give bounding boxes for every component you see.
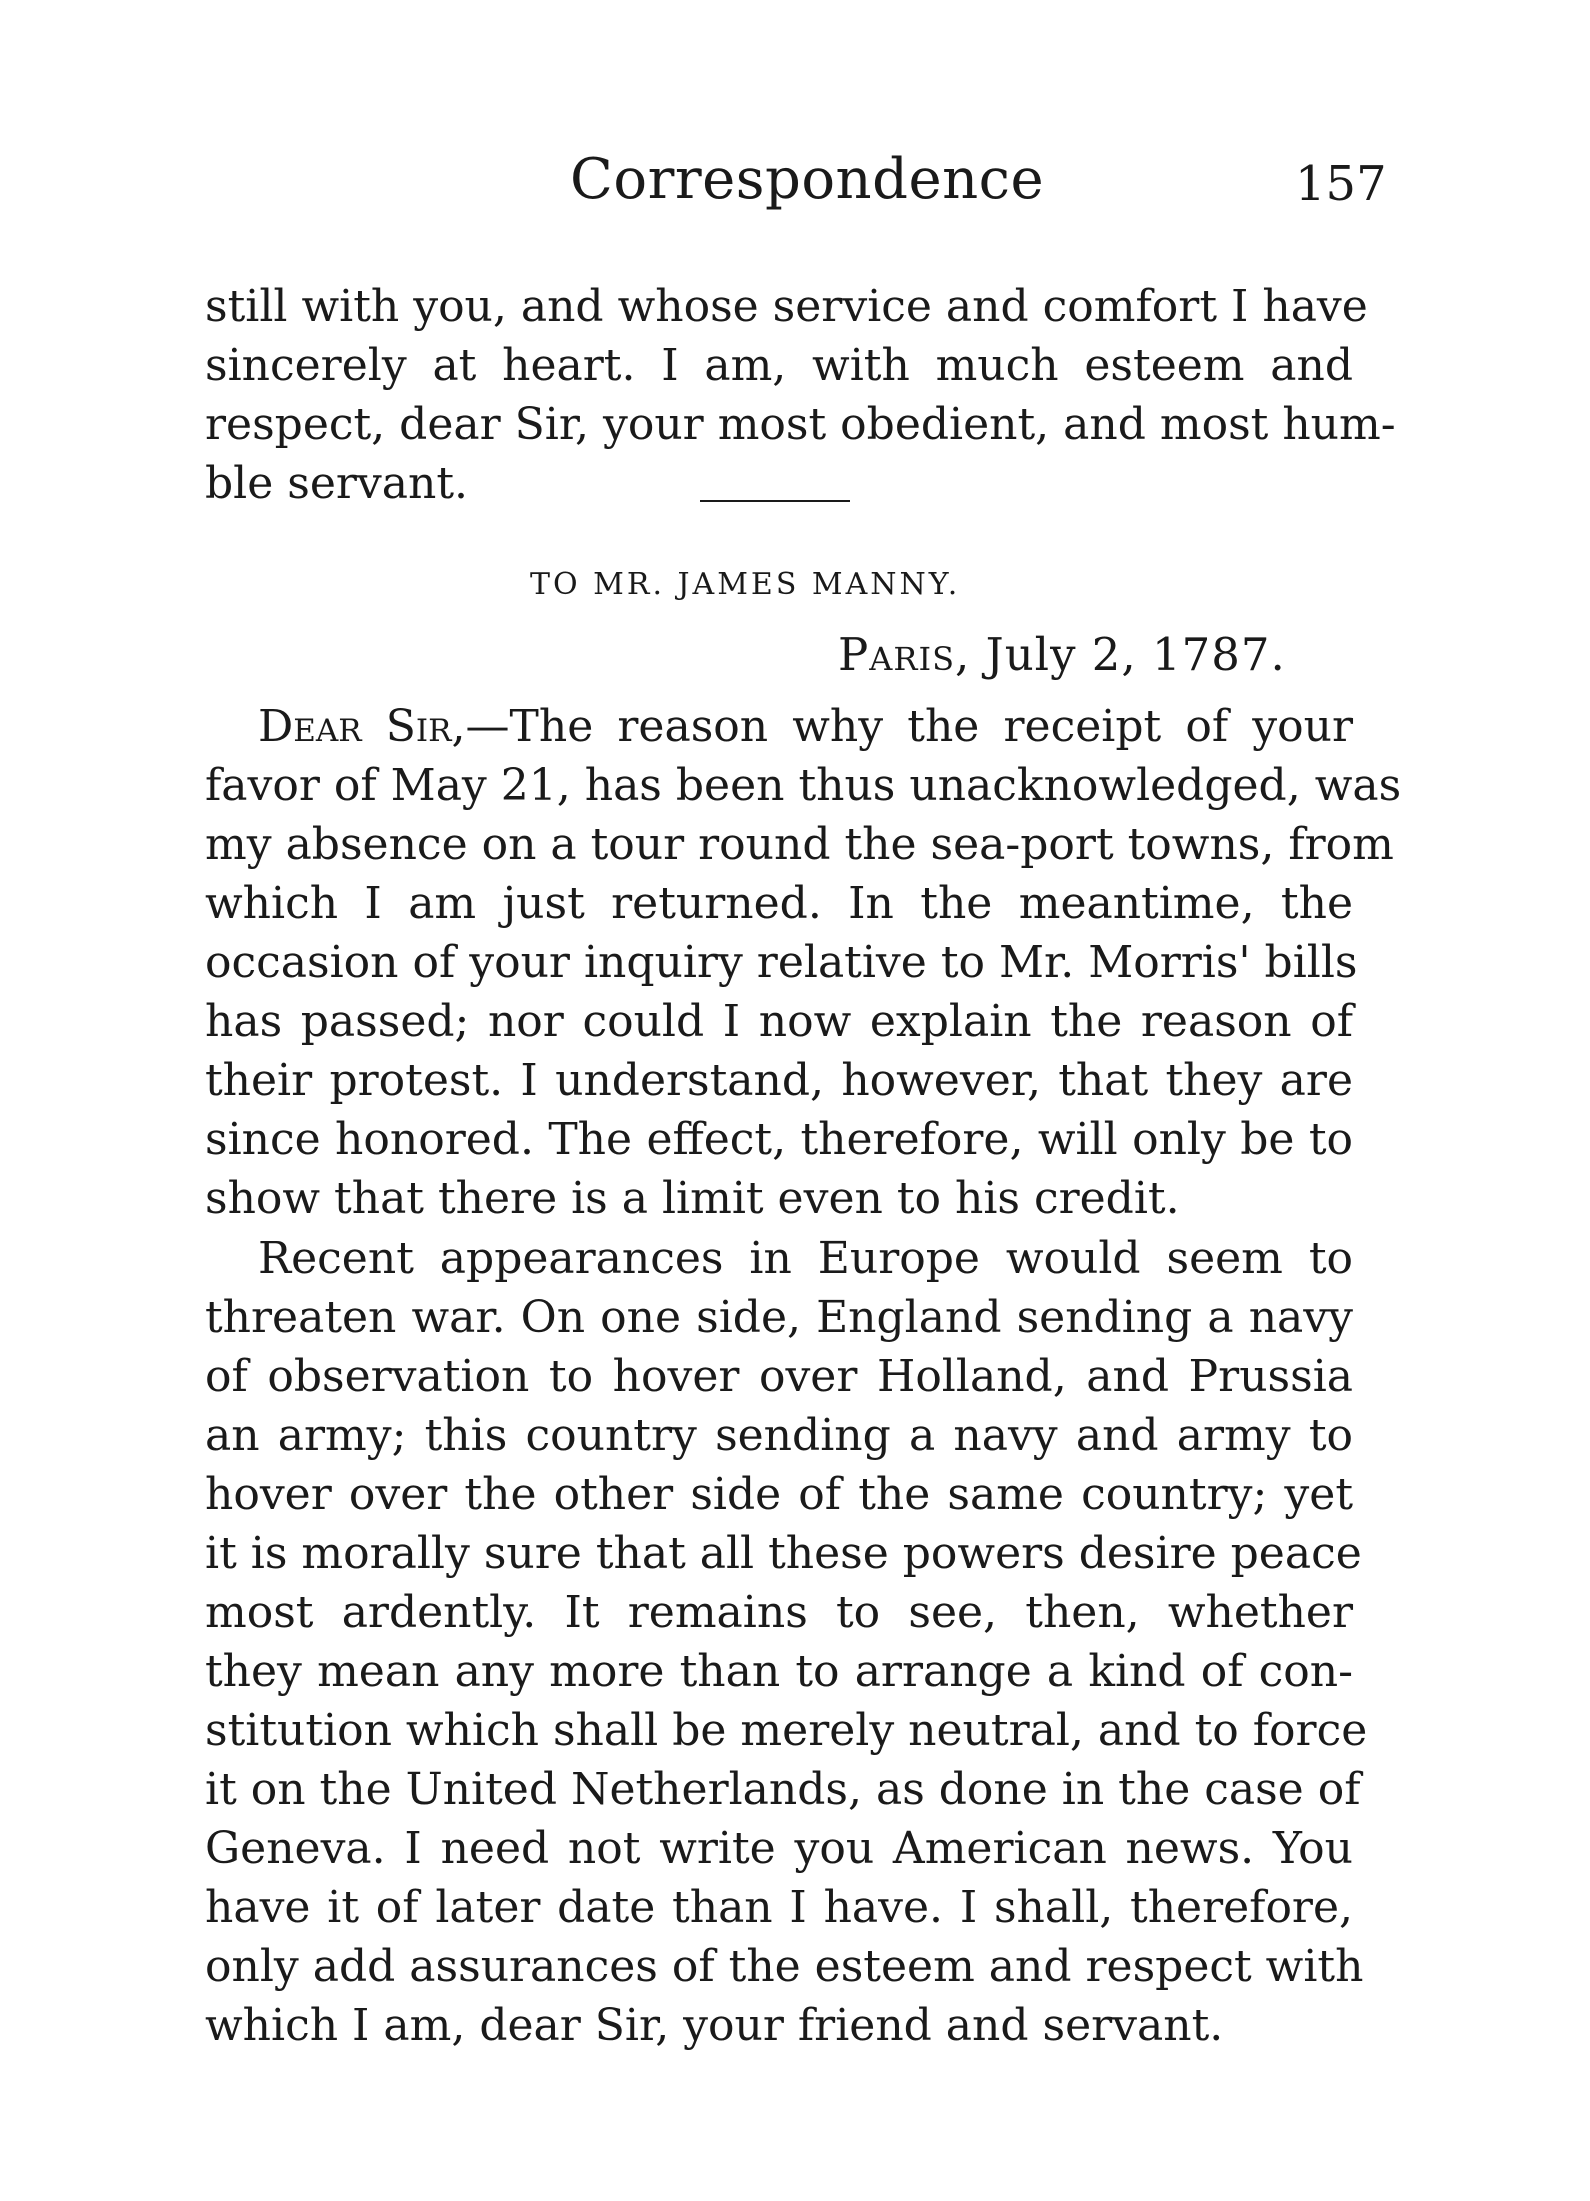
page-number: 157	[1295, 156, 1387, 212]
dateline-place: Paris	[838, 628, 956, 681]
text-line: favor of May 21, has been thus unacknowledged, was	[205, 760, 1402, 811]
text-line: only add assurances of the esteem and respect with	[205, 1941, 1364, 1992]
text-line: sincerely at heart. I am, with much esteem and	[205, 340, 1353, 391]
text-line: occasion of your inquiry relative to Mr. Morris' bills	[205, 937, 1358, 988]
text-line: hover over the other side of the same country; yet	[205, 1469, 1353, 1520]
text-line: have it of later date than I have. I shall, therefore,	[205, 1882, 1353, 1933]
text-line: an army; this country sending a navy and army to	[205, 1410, 1353, 1461]
text-line: their protest. I understand, however, that they are	[205, 1055, 1353, 1106]
text-line: which I am just returned. In the meantime, the	[205, 878, 1353, 929]
text-line-content: —The reason why the receipt of your	[465, 701, 1353, 752]
salutation: Dear Sir,	[258, 701, 466, 752]
text-line: Geneva. I need not write you American news. You	[205, 1823, 1353, 1874]
text-line: they mean any more than to arrange a kind of con-	[205, 1646, 1353, 1697]
section-divider	[700, 500, 850, 502]
text-line: respect, dear Sir, your most obedient, and most hum-	[205, 399, 1396, 450]
text-line: ble servant.	[205, 458, 469, 509]
dateline-date: , July 2, 1787.	[955, 628, 1286, 681]
text-line: which I am, dear Sir, your friend and servant.	[205, 2000, 1224, 2051]
text-line: still with you, and whose service and comfort I have	[205, 281, 1368, 332]
letter-addressee: TO MR. JAMES MANNY.	[530, 567, 961, 602]
running-header-title: Correspondence	[570, 147, 1045, 212]
text-line: it on the United Netherlands, as done in the case of	[205, 1764, 1361, 1815]
letter-dateline	[838, 628, 1286, 681]
text-line: has passed; nor could I now explain the reason of	[205, 996, 1353, 1047]
text-line: Recent appearances in Europe would seem to	[258, 1233, 1353, 1284]
text-line: threaten war. On one side, England sending a navy	[205, 1292, 1353, 1343]
text-line	[258, 701, 1353, 752]
text-line: most ardently. It remains to see, then, whether	[205, 1587, 1353, 1638]
text-line: my absence on a tour round the sea-port towns, from	[205, 819, 1394, 870]
text-line: show that there is a limit even to his credit.	[205, 1173, 1180, 1224]
text-line: it is morally sure that all these powers desire peace	[205, 1528, 1362, 1579]
text-line: stitution which shall be merely neutral, and to force	[205, 1705, 1368, 1756]
text-line: since honored. The effect, therefore, will only be to	[205, 1114, 1353, 1165]
text-line: of observation to hover over Holland, and Prussia	[205, 1351, 1353, 1402]
